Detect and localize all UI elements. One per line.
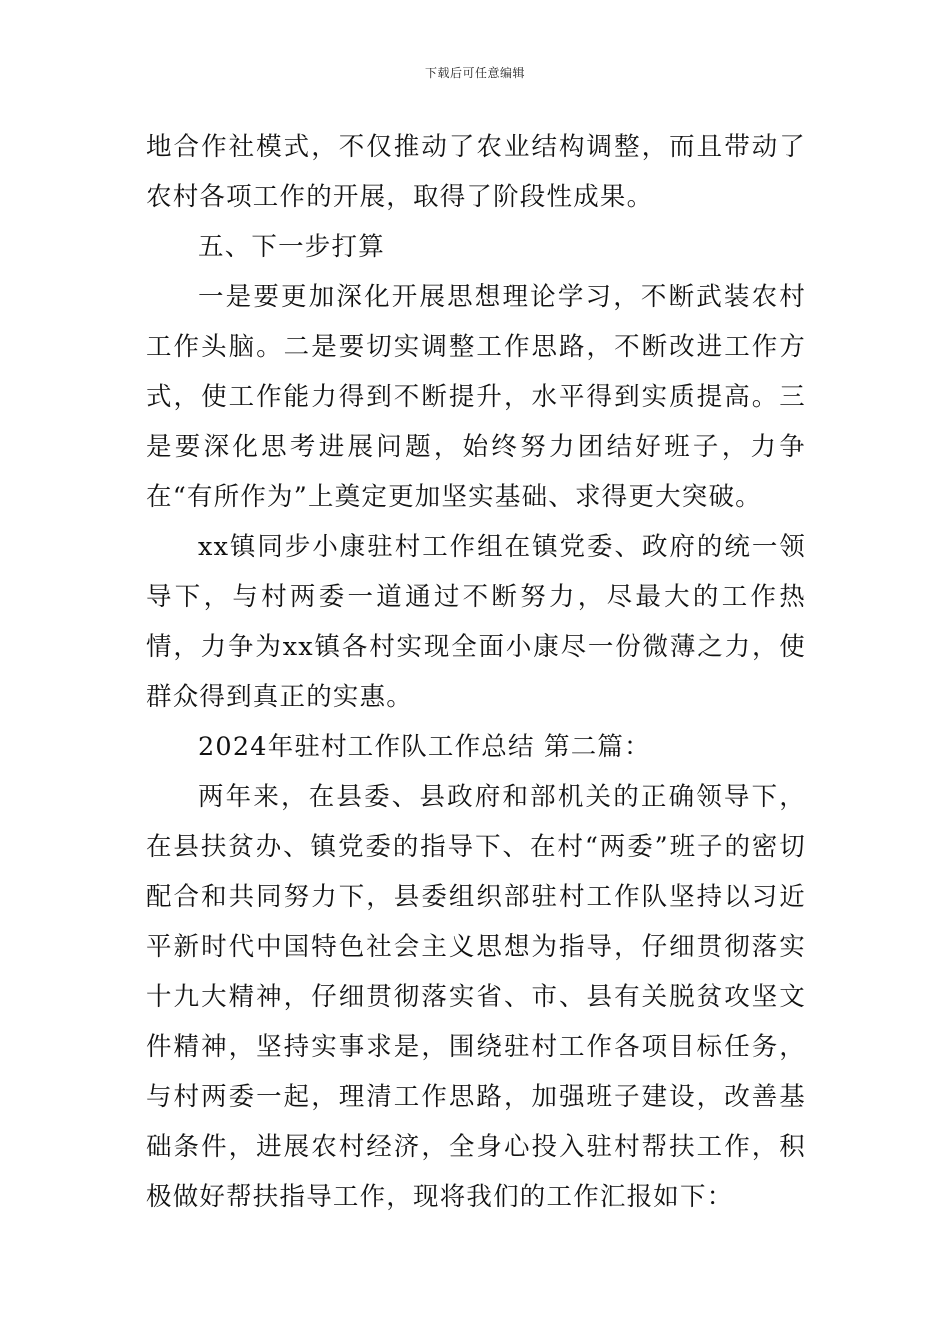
paragraph-plans: 一是要更加深化开展思想理论学习，不断武装农村工作头脑。二是要切实调整工作思路，不断改进工作方式，使工作能力得到不断提升，水平得到实质提高。三是要深化思考进展问题，始终努力团结好班子，力争在“有所作为”上奠定更加坚实基础、求得更大突破。 <box>146 282 806 512</box>
document-body <box>146 122 806 1222</box>
article-heading-part-two: 2024年驻村工作队工作总结 第二篇： <box>198 732 651 762</box>
paragraph-intro-part-two: 两年来，在县委、县政府和部机关的正确领导下，在县扶贫办、镇党委的指导下、在村“两委”班子的密切配合和共同努力下，县委组织部驻村工作队坚持以习近平新时代中国特色社会主义思想为指导，仔细贯彻落实十九大精神，仔细贯彻落实省、市、县有关脱贫攻坚文件精神，坚持实事求是，围绕驻村工作各项目标任务，与村两委一起，理清工作思路，加强班子建设，改善基础条件，进展农村经济，全身心投入驻村帮扶工作，积极做好帮扶指导工作，现将我们的工作汇报如下： <box>146 782 806 1212</box>
paragraph-continuation: 地合作社模式，不仅推动了农业结构调整，而且带动了农村各项工作的开展，取得了阶段性成果。 <box>146 132 806 212</box>
page-header-note: 下载后可任意编辑 <box>424 66 525 80</box>
paragraph-conclusion: xx镇同步小康驻村工作组在镇党委、政府的统一领导下，与村两委一道通过不断努力，尽最大的工作热情，力争为xx镇各村实现全面小康尽一份微薄之力，使群众得到真正的实惠。 <box>146 532 806 712</box>
section-heading-next-steps: 五、下一步打算 <box>198 232 385 262</box>
